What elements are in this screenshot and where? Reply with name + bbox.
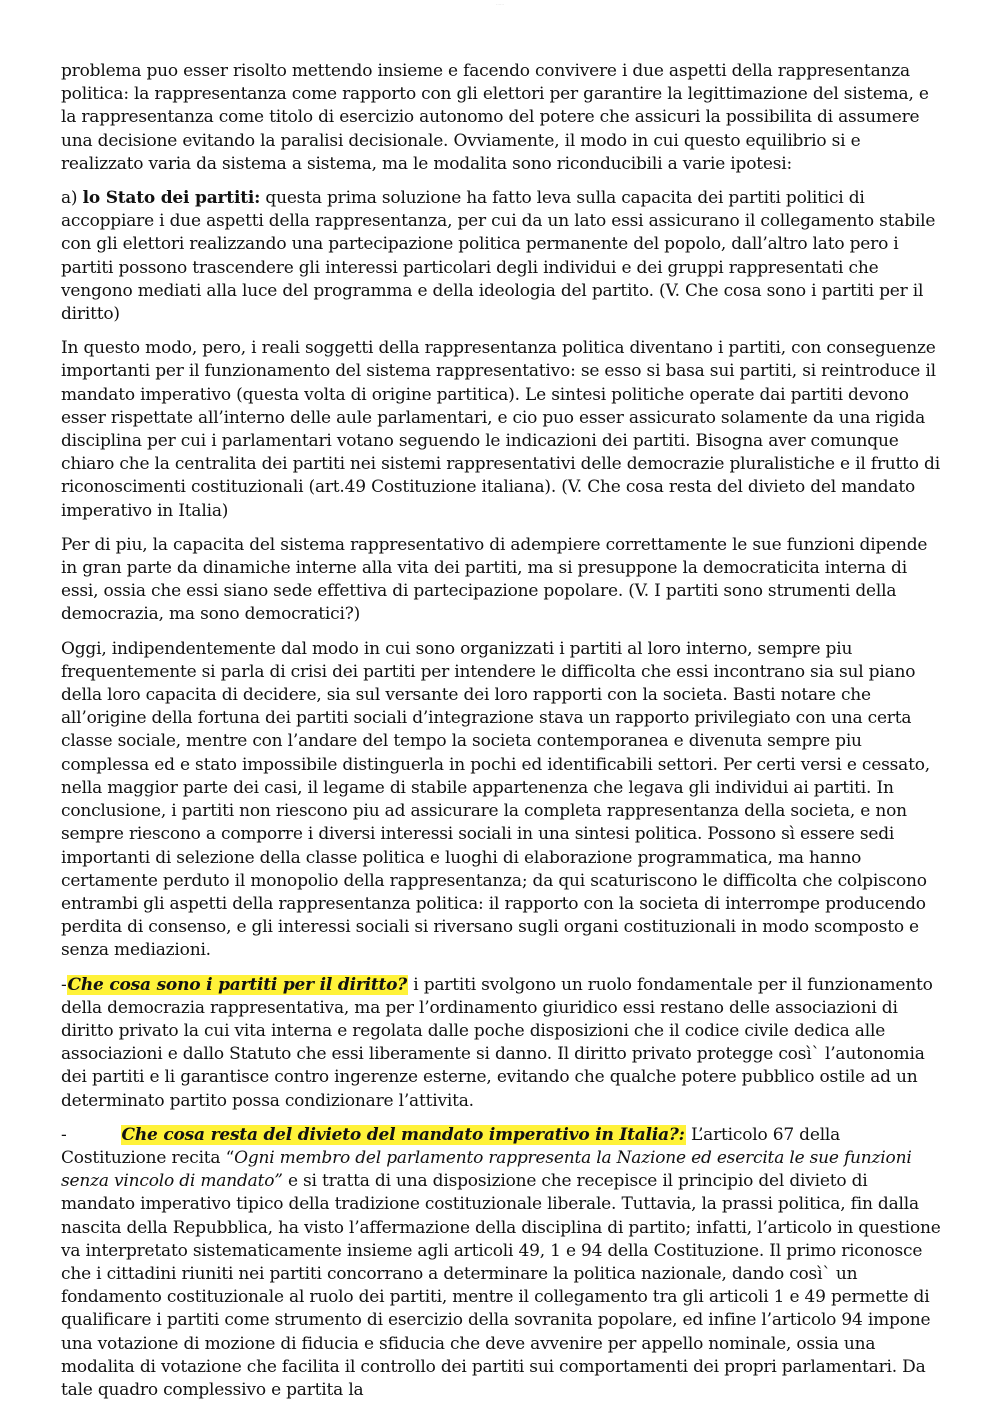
highlighted-question: Che cosa sono i partiti per il diritto? <box>67 974 408 995</box>
paragraph-text: e si tratta di una disposizione che recepisce il principio del divieto di mandato imperativo tipico della tradizione costituzionale liberale. Tuttavia, la prassi politica, fin dalla nascita della Repubblica, ha visto l’affermazione della disciplina di partito; infatti, l’articolo in questione va interpretato sistematicamente insieme agli articoli 49, 1 e 94 della Costituzione. Il primo riconosce che i cittadini riuniti nei partiti concorrano a determinare la politica nazionale, dando così` un fondamento costituzionale al ruolo dei partiti, mentre il collegamento tra gli articoli 1 e 49 permette di qualificare i partiti come strumento di esercizio della sovranita popolare, ed infine l’articolo 94 impone una votazione di mozione di fiducia e sfiducia che deve avvenire per appello nominale, ossia una modalita di votazione che facilita il controllo dei partiti sui comportamenti dei propri parlamentari. Da tale quadro complessivo e partita la <box>61 1171 941 1400</box>
paragraph-text: questa prima soluzione ha fatto leva sulla capacita dei partiti politici di accoppiare i due aspetti della rappresentanza, per cui da un lato essi assicurano il collegamento stabile con gli elettori realizzando una partecipazione politica permanente del popolo, dall’altro lato pero i partiti possono trascendere gli interessi particolari degli individui e dei gruppi rappresentati che vengono mediati alla luce del programma e della ideologia del partito. (V. Che cosa sono i partiti per il diritto) <box>61 188 936 325</box>
paragraph-partiti-diritto <box>61 974 941 1113</box>
paragraph-text: L’articolo 67 della Costituzione recita “ <box>61 1124 841 1168</box>
dash-marker: - <box>61 1124 67 1145</box>
bold-term: lo Stato dei partiti: <box>82 188 261 209</box>
highlighted-question: Che cosa resta del divieto del mandato imperativo in Italia?: <box>121 1124 685 1145</box>
italic-quote: Ogni membro del parlamento rappresenta la Nazione ed esercita le sue funzioni senza vincolo di mandato” <box>61 1147 912 1192</box>
paragraph-stato-dei-partiti <box>61 187 941 326</box>
page-header-mark: ······ <box>496 2 504 7</box>
paragraph-mandato-imperativo: In questo modo, pero, i reali soggetti della rappresentanza politica diventano i partiti, con conseguenze importanti per il funzionamento del sistema rappresentativo: se esso si basa sui partiti, si reintroduce il mandato imperativo (questa volta di origine partitica). Le sintesi politiche operate dai partiti devono esser rispettate all’interno delle aule parlamentari, e cio puo esser assicurato solamente da una rigida disciplina per cui i parlamentari votano seguendo le indicazioni dei partiti. Bisogna aver comunque chiaro che la centralita dei partiti nei sistemi rappresentativi delle democrazie pluralistiche e il frutto di riconoscimenti costituzionali (art.49 Costituzione italiana). (V. Che cosa resta del divieto del mandato imperativo in Italia) <box>61 338 940 521</box>
dash-marker: - <box>61 974 67 995</box>
document-page <box>61 60 941 1413</box>
paragraph-text: i partiti svolgono un ruolo fondamentale per il funzionamento della democrazia rappresentativa, ma per l’ordinamento giuridico essi restano delle associazioni di diritto privato la cui vita interna e regolata dalle poche disposizioni che il codice civile dedica alle associazioni e dallo Statuto che essi liberamente si danno. Il diritto privato protegge così` l’autonomia dei partiti e li garantisce contro ingerenze esterne, evitando che qualche potere pubblico ostile ad un determinato partito possa condizionare l’attivita. <box>61 974 933 1111</box>
paragraph-intro: problema puo esser risolto mettendo insieme e facendo convivere i due aspetti della rappresentanza politica: la rappresentanza come rapporto con gli elettori per garantire la legittimazione del sistema, e la rappresentanza come titolo di esercizio autonomo del potere che assicuri la possibilita di assumere una decisione evitando la paralisi decisionale. Ovviamente, il modo in cui questo equilibrio si e realizzato varia da sistema a sistema, ma le modalita sono riconducibili a varie ipotesi: <box>61 61 929 174</box>
paragraph-divieto-mandato <box>61 1124 941 1402</box>
paragraph-crisi-partiti: Oggi, indipendentemente dal modo in cui sono organizzati i partiti al loro interno, sempre piu frequentemente si parla di crisi dei partiti per intendere le difficolta che essi incontrano sia sul piano della loro capacita di decidere, sia sul versante dei loro rapporti con la societa. Basti notare che all’origine della fortuna dei partiti sociali d’integrazione stava un rapporto privilegiato con una certa classe sociale, mentre con l’andare del tempo la societa contemporanea e divenuta sempre piu complessa ed e stato impossibile distinguerla in pochi ed identificabili settori. Per certi versi e cessato, nella maggior parte dei casi, il legame di stabile appartenenza che legava gli individui ai partiti. In conclusione, i partiti non riescono piu ad assicurare la completa rappresentanza della societa, e non sempre riescono a comporre i diversi interessi sociali in una sintesi politica. Possono sì essere sedi importanti di selezione della classe politica e luoghi di elaborazione programmatica, ma hanno certamente perduto il monopolio della rappresentanza; da qui scaturiscono le difficolta che colpiscono entrambi gli aspetti della rappresentanza politica: il rapporto con la societa di interrompe producendo perdita di consenso, e gli interessi sociali si riversano sugli organi costituzionali in modo scomposto e senza mediazioni. <box>61 638 930 961</box>
list-marker: a) <box>61 188 83 209</box>
paragraph-democraticita: Per di piu, la capacita del sistema rappresentativo di adempiere correttamente le sue funzioni dipende in gran parte da dinamiche interne alla vita dei partiti, ma si presuppone la democraticita interna di essi, ossia che essi siano sede effettiva di partecipazione popolare. (V. I partiti sono strumenti della democrazia, ma sono democratici?) <box>61 534 928 625</box>
